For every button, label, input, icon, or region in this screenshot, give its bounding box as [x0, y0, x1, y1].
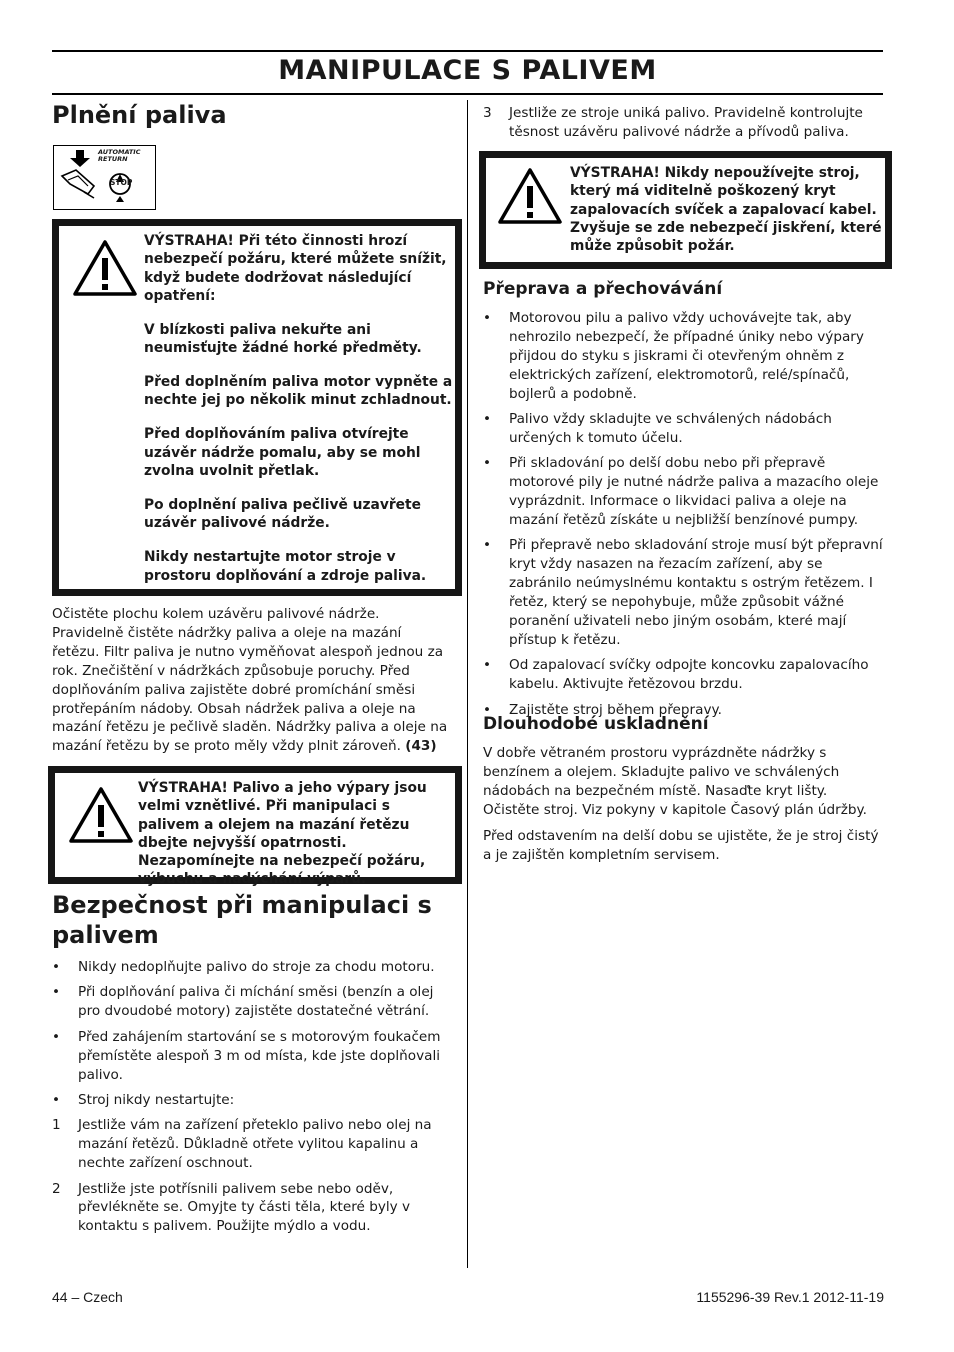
warning-triangle-icon — [71, 238, 139, 298]
list-item: 3 Jestliže ze stroje uniká palivo. Pravidelně kontrolujte těsnost uzávěru palivové nádrže a přívodů paliva. — [483, 105, 863, 140]
automatic-return-label: AUTOMATIC RETURN — [98, 148, 141, 163]
list-item: • Motorovou pilu a palivo vždy uchovávejte tak, aby nehrozilo nebezpečí, že případné úniky nebo výpary přijdou do styku s jiskrami či otevřeným ohněm z elektrických zařízení, elektromotorů, relé/spínačů, bojlerů a podobně. — [483, 310, 864, 402]
transport-list — [483, 309, 883, 726]
list-item: • Při doplňování paliva či míchání směsi (benzín a olej pro dvoudobé motory) zajistěte dostatečné větrání. — [52, 984, 434, 1020]
section-heading-transport: Přeprava a přechovávání — [483, 279, 723, 299]
list-item: 2 Jestliže jste potřísnili palivem sebe nebo oděv, převlékněte se. Omyjte ty části těla, které byly v kontaktu s palivem. Použijte mýdlo a vodu. — [52, 1180, 411, 1235]
footer-page-label: 44 – Czech — [52, 1289, 123, 1305]
warning-box-fire-hazard — [52, 219, 462, 596]
storage-text: V dobře větraném prostoru vyprázdněte nádržky s benzínem a olejem. Skladujte palivo ve schválených nádobách na bezpečném místě. Nasaďte kryt lišty. Očistěte stroj. Viz pokyny v kapitole Časový plán údržby. Před odstavením na delší dobu se ujistěte, že je stroj čistý a je zajištěn kompletním servisem. — [483, 745, 879, 863]
list-item: • Palivo vždy skladujte ve schválených nádobách určených k tomuto účelu. — [483, 411, 832, 446]
warning-box-flammable — [48, 766, 462, 888]
column-divider — [467, 100, 468, 1268]
warning-triangle-icon — [67, 785, 135, 845]
list-item: • Při skladování po delší dobu nebo při přepravě motorové pily je nutné nádrže paliva a mazacího oleje vyprázdnit. Informace o likvidaci paliva a oleje na mazání řetězů získáte u nejbližší benzínové pumpy. — [483, 455, 879, 529]
warning-text: VÝSTRAHA! Palivo a jeho výpary jsou velmi vznětlivé. Při manipulaci s palivem a olejem na mazání řetězu dbejte nejvyšší opatrnosti. Nezapomínejte na nebezpečí požáru, výbuchu a nadýchání výparů. — [138, 780, 427, 888]
fuel-symbol-icon — [53, 145, 156, 210]
figure-reference: (43) — [405, 738, 437, 755]
page-title: MANIPULACE S PALIVEM — [278, 55, 657, 86]
fuel-cleaning-paragraph: Očistěte plochu kolem uzávěru palivové nádrže. Pravidelně čistěte nádržky paliva a oleje na mazání řetězu. Filtr paliva je nutno vyměňovat alespoň jednou za rok. Znečištění v nádržkách způsobuje poruchy. Před doplňováním paliva zajistěte dobré promíchání směsi protřepáním nádoby. Obsah nádržek paliva a oleje na mazání řetězu je pečlivě sladěn. Nádržky paliva a oleje na mazání řetězu by se proto měly vždy plnit zároveň. (43) — [52, 606, 448, 755]
fuel-safety-list — [52, 958, 452, 1243]
list-item: • Zajistěte stroj během přepravy. — [483, 701, 722, 718]
warning-text: VÝSTRAHA! Při této činnosti hrozí nebezpečí požáru, které můžete snížit, když budete dodržovat následující opatření: V blízkosti paliva nekuřte ani neumisťujte žádné horké předměty. Před doplněním paliva motor vypněte a nechte jej po několik minut zchladnout. Před doplňováním paliva otvírejte uzávěr nádrže pomalu, aby se mohl zvolna uvolnit přetlak. Po doplnění paliva pečlivě uzavřete uzávěr palivové nádrže. Nikdy nestartujte motor stroje v prostoru doplňování a zdroje paliva. — [144, 233, 453, 584]
list-item: • Před zahájením startování se s motorovým foukačem přemístěte alespoň 3 m od místa, kde jste doplňovali palivo. — [52, 1028, 441, 1083]
title-underline — [52, 93, 883, 95]
list-item: 1 Jestliže vám na zařízení přeteklo palivo nebo olej na mazání řetězů. Důkladně otřete vylitou kapalinu a nechte zařízení oschnout. — [52, 1117, 432, 1172]
warning-box-spark-plug — [479, 151, 892, 269]
numbered-item-3 — [483, 104, 883, 148]
list-item: • Nikdy nedoplňujte palivo do stroje za chodu motoru. — [52, 959, 435, 975]
list-item: • Při přepravě nebo skladování stroje musí být přepravní kryt vždy nasazen na řezacím zařízení, aby se zabránilo neúmyslnému kontaktu s ostrým řetězem. I řetěz, který se nepohybuje, může způsobit vážné poranění uživateli nebo jiným osobám, které mají přístup k řetězu. — [483, 537, 883, 648]
section-heading-long-term-storage: Dlouhodobé uskladnění — [483, 714, 709, 734]
warning-triangle-icon — [496, 166, 564, 226]
top-rule — [52, 50, 883, 52]
list-item: • Stroj nikdy nestartujte: — [52, 1091, 235, 1108]
section-heading-fuel-filling: Plnění paliva — [52, 101, 227, 129]
list-item: • Od zapalovací svíčky odpojte koncovku zapalovacího kabelu. Aktivujte řetězovou brzdu. — [483, 657, 869, 693]
section-heading-fuel-safety: Bezpečnost při manipulaci s palivem — [52, 891, 432, 949]
footer-doc-id: 1155296-39 Rev.1 2012-11-19 — [696, 1289, 884, 1305]
warning-text: VÝSTRAHA! Nikdy nepoužívejte stroj, který má viditelně poškozený kryt zapalovacích svíček a zapalovací kabel. Zvyšuje se zde nebezpečí jiskření, které může způsobit požár. — [570, 165, 882, 255]
stop-label: STOP — [110, 178, 133, 187]
